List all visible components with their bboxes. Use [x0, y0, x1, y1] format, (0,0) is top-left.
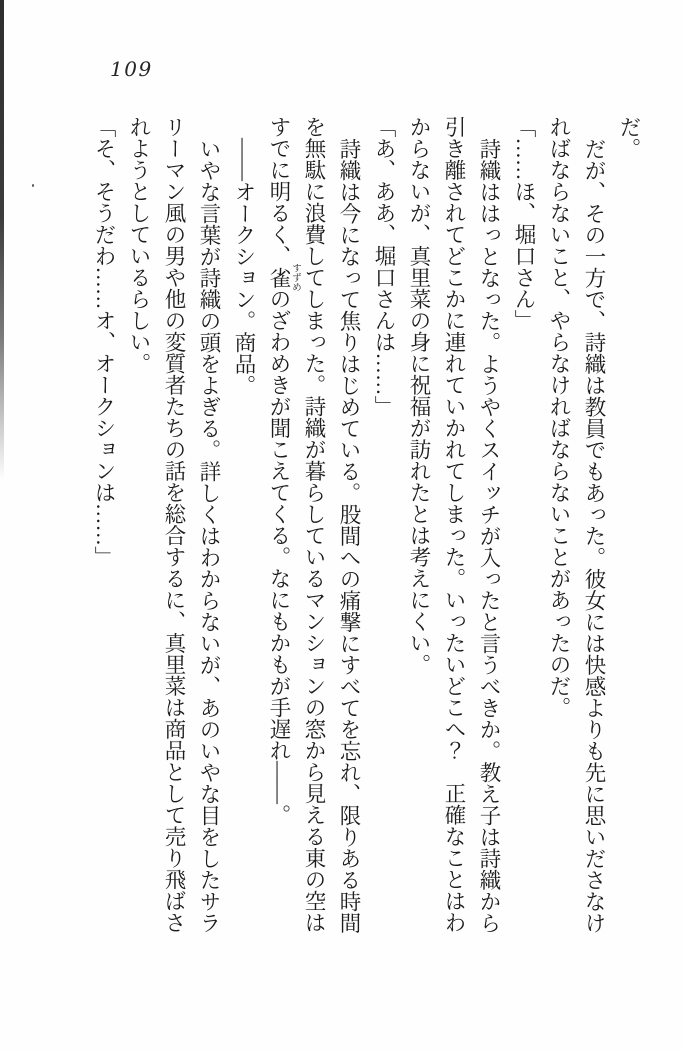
scan-edge-artifact [0, 0, 4, 480]
page-number: 109 [110, 57, 153, 81]
body-text [86, 116, 646, 934]
paragraph: 「そ、そうだわ……オ、オークションは……」 [92, 116, 116, 568]
scan-speck [32, 184, 34, 187]
paragraph: 「……ほ、堀口さん」 [512, 116, 536, 331]
paragraph: 「あ、ああ、堀口さんは……」 [372, 116, 396, 417]
paragraph: ――オークション。商品。 [232, 137, 256, 396]
paragraph: だが、その一方で、詩織は教員でもあった。彼女には快感よりも先に思いださなければならないこと、やらなければならないことがあったのだ。 [547, 116, 606, 933]
paragraph: だ。 [617, 116, 641, 159]
paragraph: 詩織は今になって焦りはじめている。股間への痛撃にすべてを忘れ、限りある時間を無駄に浪費してしまった。詩織が暮らしているマンションの窓から見える東の空はすでに明るく、雀 すずめのざわめきが聞こえてくる。なにもかもが手遅れ――。 [267, 116, 361, 933]
paragraph: いやな言葉が詩織の頭をよぎる。詳しくはわからないが、あのいやな目をしたサラリーマン風の男や他の変質者たちの話を総合するに、真里菜は商品として売り飛ばされようとしているらしい。 [127, 116, 221, 933]
paragraph: 詩織ははっとなった。ようやくスイッチが入ったと言うべきか。教え子は詩織から引き離されてどこかに連れていかれてしまった。いったいどこへ？ 正確なことはわからないが、真里菜の身に祝福が訪れたとは考えにくい。 [407, 116, 501, 933]
ruby-annotated-word: 雀 すずめ [267, 263, 300, 292]
